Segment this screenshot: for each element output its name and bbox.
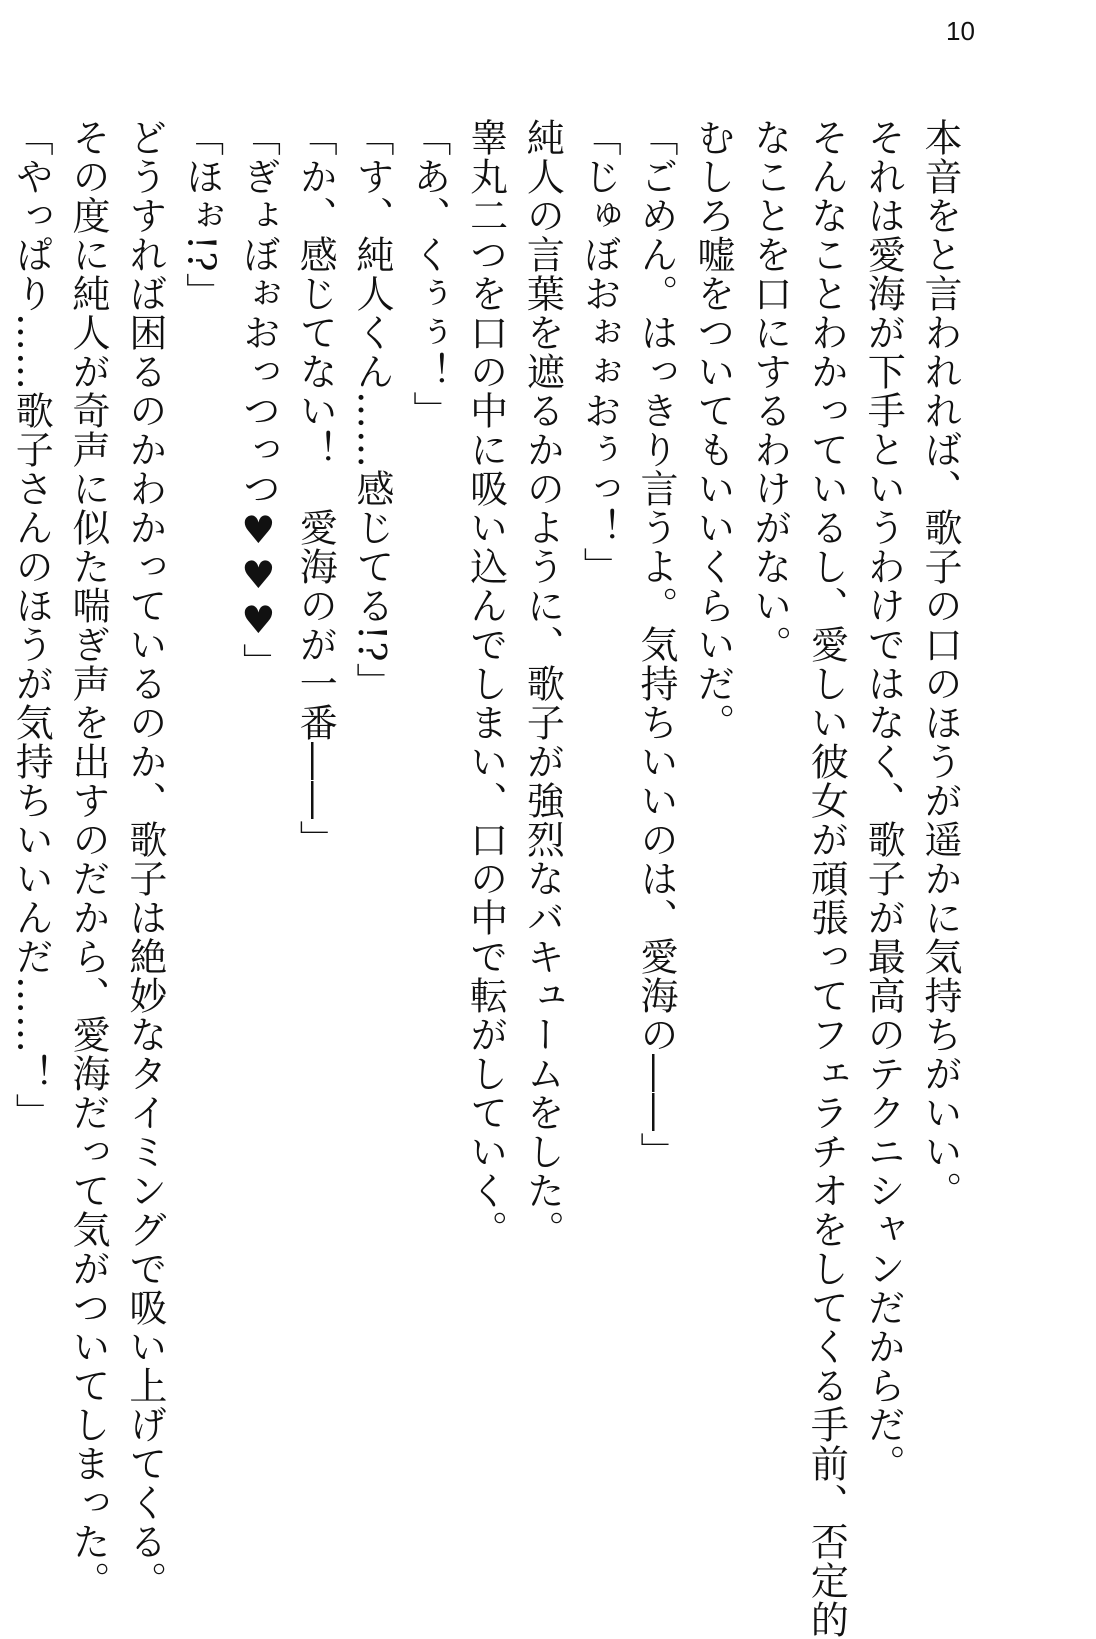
text-line: 「じゅぼおぉぉおぅっ！」: [577, 118, 622, 586]
page-number: 10: [946, 16, 975, 46]
text-line: その度に純人が奇声に似た喘ぎ声を出すのだから、愛海だって気がついてしまった。: [66, 118, 111, 1600]
text-line: むしろ嘘をついてもいいくらいだ。: [690, 118, 735, 742]
text-line: そんなことわかっているし、愛しい彼女が頑張ってフェラチオをしてくる手前、否定的: [804, 118, 849, 1639]
text-line: 「か、感じてない！ 愛海のが一番――」: [293, 118, 338, 859]
text-line: 「あ、くぅぅ！」: [406, 118, 451, 430]
text-line: 本音をと言われれば、歌子の口のほうが遥かに気持ちがいい。: [918, 118, 962, 1210]
vertical-text-body: [2, 118, 968, 1639]
text-line: 「ぎょぼぉおっつっつ♥♥♥」: [236, 118, 281, 682]
text-line: 「ごめん。はっきり言うよ。気持ちいいのは、愛海の――」: [634, 118, 679, 1171]
text-line: どうすれば困るのかわかっているのか、歌子は絶妙なタイミングで吸い上げてくる。: [122, 118, 167, 1600]
text-line: 「ほぉ!?」: [179, 118, 224, 312]
text-line: 「やっぱり……歌子さんのほうが気持ちいいんだ……！」: [9, 118, 54, 1132]
text-line: 睾丸二つを口の中に吸い込んでしまい、口の中で転がしていく。: [463, 118, 508, 1249]
text-line: なことを口にするわけがない。: [747, 118, 792, 664]
text-line: それは愛海が下手というわけではなく、歌子が最高のテクニシャンだからだ。: [861, 118, 906, 1483]
text-line: 純人の言葉を遮るかのように、歌子が強烈なバキュームをした。: [520, 118, 565, 1249]
text-line: 「す、純人くん……感じてる!?」: [350, 118, 395, 702]
